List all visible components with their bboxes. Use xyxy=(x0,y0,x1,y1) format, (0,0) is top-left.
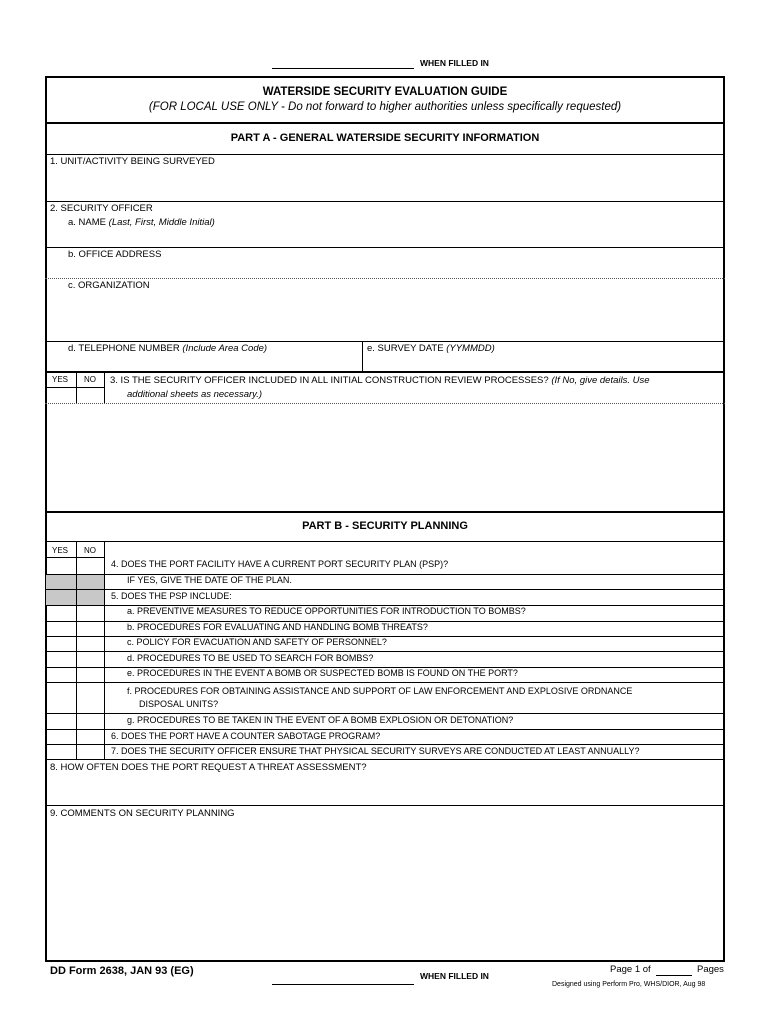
part-b-item-text: b. PROCEDURES FOR EVALUATING AND HANDLING BOMB THREATS? xyxy=(127,622,428,632)
item-2c-field[interactable] xyxy=(47,292,723,339)
item-2d-2e-separator xyxy=(362,341,363,371)
item-3-text: 3. IS THE SECURITY OFFICER INCLUDED IN ALL INITIAL CONSTRUCTION REVIEW PROCESSES? xyxy=(110,375,552,386)
pages-label: Pages xyxy=(697,964,724,975)
form-subtitle: (FOR LOCAL USE ONLY - Do not forward to higher authorities unless specifically requested) xyxy=(148,101,622,113)
item-3-yes-checkbox[interactable] xyxy=(47,389,75,402)
part-b-yes-header: YES xyxy=(52,546,69,555)
item-3-no-header: NO xyxy=(84,375,96,384)
form-id: DD Form 2638, JAN 93 (EG) xyxy=(50,965,194,977)
part-a-bottom xyxy=(45,511,725,513)
top-classification-line xyxy=(272,68,414,69)
item-1-label: 1. UNIT/ACTIVITY BEING SURVEYED xyxy=(50,156,215,167)
part-b-item-text: 4. DOES THE PORT FACILITY HAVE A CURRENT PORT SECURITY PLAN (PSP)? xyxy=(111,559,449,569)
part-b-heading: PART B - SECURITY PLANNING xyxy=(302,520,468,532)
item-2-label: 2. SECURITY OFFICER xyxy=(50,203,153,214)
part-b-no-checkbox[interactable] xyxy=(78,622,103,636)
part-b-yes-checkbox[interactable] xyxy=(47,622,75,636)
part-a-divider xyxy=(45,154,725,155)
item-2c-label: c. ORGANIZATION xyxy=(68,280,150,291)
part-a-heading: PART A - GENERAL WATERSIDE SECURITY INFORMATION xyxy=(230,132,540,144)
bottom-classification-label: WHEN FILLED IN xyxy=(420,971,489,981)
part-b-yes-checkbox[interactable] xyxy=(47,668,75,682)
part-b-item-text: 7. DOES THE SECURITY OFFICER ENSURE THAT PHYSICAL SECURITY SURVEYS ARE CONDUCTED AT LEAST ANNUALLY? xyxy=(111,746,640,756)
item-1-divider xyxy=(45,201,725,202)
bottom-classification-line xyxy=(272,984,414,985)
table-row-divider xyxy=(45,589,725,590)
page-label: Page 1 of xyxy=(610,964,651,975)
part-b-item-text: 6. DOES THE PORT HAVE A COUNTER SABOTAGE PROGRAM? xyxy=(111,731,381,741)
part-b-no-checkbox[interactable] xyxy=(78,653,103,667)
form-title: WATERSIDE SECURITY EVALUATION GUIDE xyxy=(262,86,508,98)
item-2-divider xyxy=(45,371,725,373)
table-row-divider xyxy=(45,713,725,714)
part-b-no-checkbox[interactable] xyxy=(78,683,103,712)
top-classification-label: WHEN FILLED IN xyxy=(420,58,489,68)
part-b-no-checkbox[interactable] xyxy=(78,637,103,651)
item-2a-text: a. NAME xyxy=(68,217,109,228)
part-b-no-header: NO xyxy=(84,546,96,555)
part-b-no-checkbox[interactable] xyxy=(78,559,103,573)
part-b-table-bottom xyxy=(45,759,725,760)
item-2e-label xyxy=(367,343,495,354)
item-2a-hint: (Last, First, Middle Initial) xyxy=(108,217,215,228)
item-3-question xyxy=(110,375,650,386)
item-3-no-checkbox[interactable] xyxy=(78,389,103,402)
part-b-no-checkbox[interactable] xyxy=(78,668,103,682)
title-divider xyxy=(45,122,725,124)
part-b-no-checkbox[interactable] xyxy=(78,745,103,759)
part-b-yes-checkbox[interactable] xyxy=(47,683,75,712)
item-8-divider xyxy=(45,805,725,806)
item-1-field[interactable] xyxy=(47,168,723,200)
item-8-field[interactable] xyxy=(47,774,723,804)
part-b-no-checkbox[interactable] xyxy=(78,606,103,620)
part-b-item-text: 5. DOES THE PSP INCLUDE: xyxy=(111,591,232,601)
part-b-item-text: e. PROCEDURES IN THE EVENT A BOMB OR SUSPECTED BOMB IS FOUND ON THE PORT? xyxy=(127,668,518,678)
part-b-item-text: c. POLICY FOR EVACUATION AND SAFETY OF PERSONNEL? xyxy=(127,637,387,647)
item-2d-text: d. TELEPHONE NUMBER xyxy=(68,343,183,354)
part-b-item-text: d. PROCEDURES TO BE USED TO SEARCH FOR BOMBS? xyxy=(127,653,374,663)
part-b-yes-checkbox[interactable] xyxy=(47,731,75,745)
item-2b-divider xyxy=(45,278,725,279)
part-b-divider xyxy=(45,541,725,542)
part-b-no-checkbox[interactable] xyxy=(78,715,103,729)
item-2d-label xyxy=(68,343,267,354)
part-b-yes-checkbox[interactable] xyxy=(47,653,75,667)
item-2c-divider xyxy=(45,341,725,342)
part-b-yes-checkbox[interactable] xyxy=(47,637,75,651)
table-row-divider xyxy=(45,744,725,745)
part-b-yes-checkbox[interactable] xyxy=(47,715,75,729)
item-2d-hint: (Include Area Code) xyxy=(182,343,268,354)
item-3-yes-no-sep xyxy=(76,372,77,404)
part-b-item-text: f. PROCEDURES FOR OBTAINING ASSISTANCE AND SUPPORT OF LAW ENFORCEMENT AND EXPLOSIVE ORDNANCE xyxy=(127,686,633,696)
part-b-yes-checkbox[interactable] xyxy=(47,606,75,620)
item-2e-field[interactable] xyxy=(364,355,723,369)
table-row-divider xyxy=(45,651,725,652)
part-b-yes-checkbox[interactable] xyxy=(47,559,75,573)
part-b-item-text: a. PREVENTIVE MEASURES TO REDUCE OPPORTUNITIES FOR INTRODUCTION TO BOMBS? xyxy=(127,606,526,616)
item-2b-label: b. OFFICE ADDRESS xyxy=(68,249,162,260)
part-b-header-divider xyxy=(45,557,105,558)
item-2a-label xyxy=(68,217,215,228)
part-b-no-checkbox[interactable] xyxy=(78,731,103,745)
item-3-hint-cont: additional sheets as necessary.) xyxy=(127,389,263,400)
designed-note: Designed using Perform Pro, WHS/DIOR, Aug 98 xyxy=(552,981,706,988)
part-b-yes-checkbox[interactable] xyxy=(47,745,75,759)
table-row-divider xyxy=(45,729,725,730)
item-3-divider xyxy=(45,403,725,404)
item-8-label: 8. HOW OFTEN DOES THE PORT REQUEST A THREAT ASSESSMENT? xyxy=(50,762,367,773)
item-3-checkbox-divider xyxy=(45,387,105,388)
item-9-field[interactable] xyxy=(47,820,723,958)
item-3-yes-header: YES xyxy=(52,375,69,384)
item-2a-field[interactable] xyxy=(47,229,723,246)
page-total-field[interactable] xyxy=(656,975,692,976)
part-b-item-text: DISPOSAL UNITS? xyxy=(139,699,219,709)
plan-date-field[interactable] xyxy=(330,575,720,588)
item-2d-field[interactable] xyxy=(47,355,360,369)
item-3-details-field[interactable] xyxy=(47,405,723,509)
part-b-item-text: IF YES, GIVE THE DATE OF THE PLAN. xyxy=(127,575,292,585)
table-row-divider xyxy=(45,682,725,683)
part-b-item-text: g. PROCEDURES TO BE TAKEN IN THE EVENT OF A BOMB EXPLOSION OR DETONATION? xyxy=(127,715,514,725)
item-3-hint: (If No, give details. Use xyxy=(551,375,650,386)
item-2e-hint: (YYMMDD) xyxy=(446,343,495,354)
item-2e-text: e. SURVEY DATE xyxy=(367,343,447,354)
item-2a-divider xyxy=(45,247,725,248)
item-9-label: 9. COMMENTS ON SECURITY PLANNING xyxy=(50,808,235,819)
item-2b-field[interactable] xyxy=(47,261,723,276)
item-3-no-text-sep xyxy=(104,372,105,404)
